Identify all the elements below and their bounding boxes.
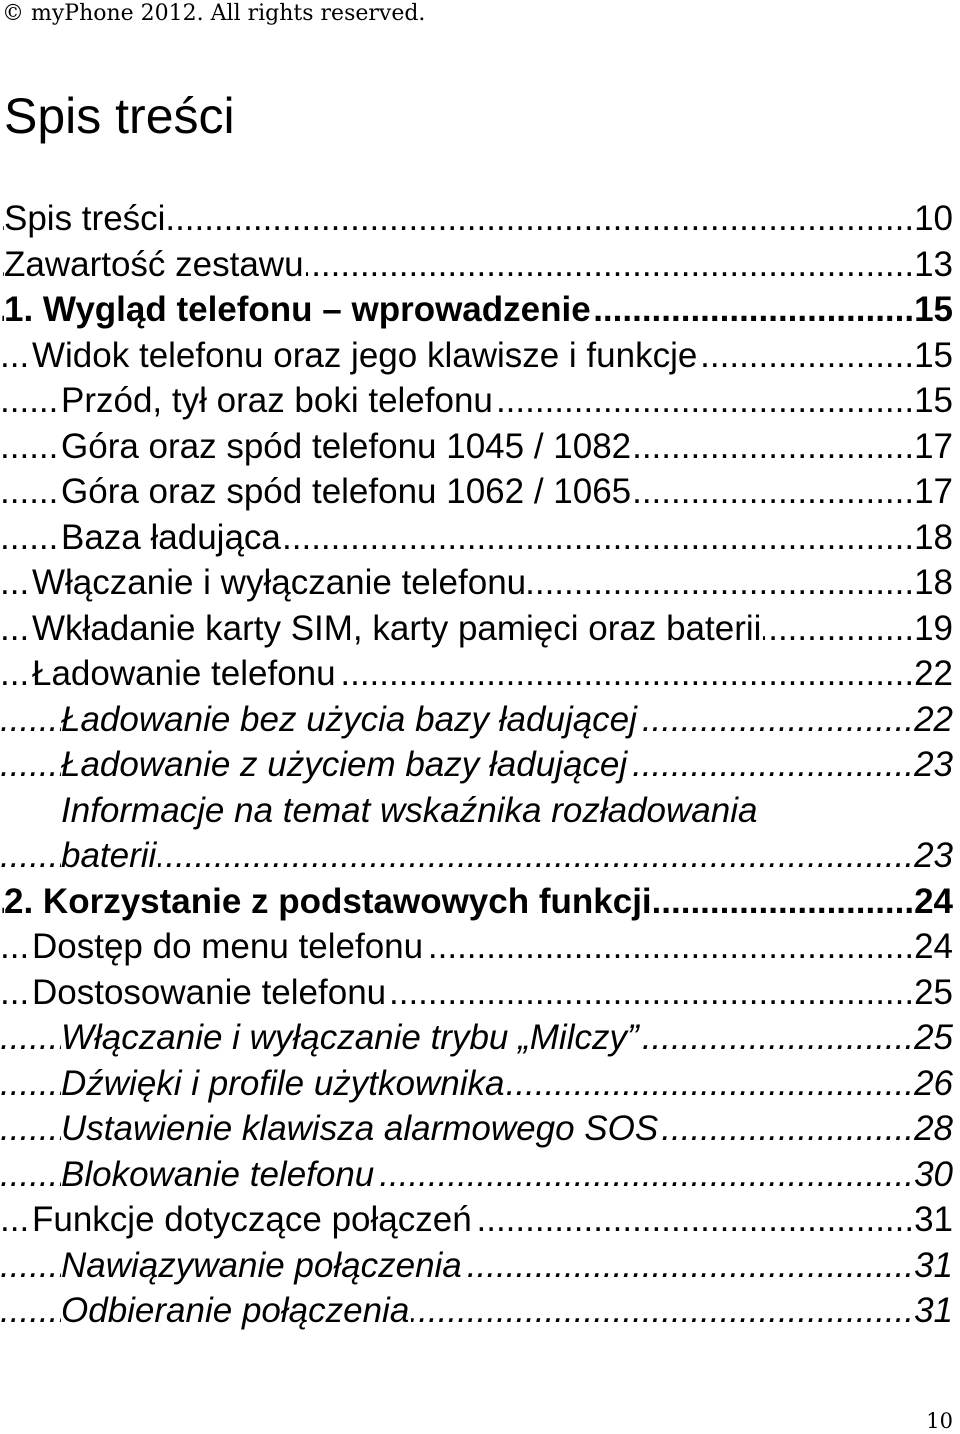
page-title: Spis treści [4, 88, 235, 144]
toc-entry[interactable] [0, 427, 953, 473]
toc-entry-page: 15 [914, 335, 953, 375]
toc-entry-title: Włączanie i wyłączanie trybu „Milczy” [61, 1018, 639, 1057]
toc-entry[interactable] [0, 518, 953, 564]
toc-entry-page: 18 [914, 563, 953, 602]
toc-entry-title: Zawartość zestawu [4, 244, 304, 284]
toc-entry[interactable] [0, 973, 953, 1019]
toc-entry-page: 15 [914, 290, 953, 329]
toc-entry[interactable] [0, 836, 953, 882]
toc-entry-title: Dźwięki i profile użytkownika [61, 1063, 505, 1103]
toc-entry[interactable] [0, 1155, 953, 1201]
toc-entry[interactable] [0, 1109, 953, 1155]
toc-entry[interactable] [0, 472, 953, 518]
toc-entry[interactable] [0, 1018, 953, 1064]
toc-entry-page: 24 [914, 927, 953, 966]
toc-entry-title: Blokowanie telefonu [61, 1154, 375, 1194]
toc-entry-title: Spis treści [4, 199, 166, 238]
page-number: 10 [926, 1409, 953, 1433]
toc-entry-title: Góra oraz spód telefonu 1045 / 1082 [61, 426, 632, 466]
toc-entry-title: Ładowanie telefonu [32, 654, 336, 693]
toc-entry-page: 25 [914, 972, 953, 1012]
toc-entry-title: Ustawienie klawisza alarmowego SOS [61, 1109, 659, 1148]
toc-entry[interactable] [0, 381, 953, 427]
toc-entry[interactable] [0, 199, 953, 245]
toc-entry-title: Ładowanie bez użycia bazy ładującej [61, 699, 637, 739]
toc-entry-title: Góra oraz spód telefonu 1062 / 1065 [61, 472, 632, 511]
toc-entry-title: 2. Korzystanie z podstawowych funkcji [4, 881, 652, 921]
toc-entry[interactable] [0, 1246, 953, 1292]
toc-section-2 [0, 882, 953, 1337]
copyright-notice: © myPhone 2012. All rights reserved. [2, 1, 426, 26]
toc-entry-page: 24 [914, 881, 953, 921]
table-of-contents [0, 199, 953, 1337]
toc-entry[interactable] [0, 700, 953, 746]
toc-entry-page: 19 [914, 608, 953, 648]
toc-entry-page: 26 [914, 1063, 953, 1103]
toc-entry-title: Włączanie i wyłączanie telefonu [32, 563, 527, 602]
toc-entry-page: 22 [914, 699, 953, 739]
toc-entry[interactable] [0, 245, 953, 291]
toc-entry-page: 30 [914, 1154, 953, 1194]
toc-entry-title: Przód, tył oraz boki telefonu [61, 381, 493, 420]
toc-entry-page: 31 [914, 1291, 953, 1330]
toc-entry-title: 1. Wygląd telefonu – wprowadzenie [4, 290, 591, 329]
toc-entry-page: 23 [914, 745, 953, 784]
toc-entry-page: 17 [914, 472, 953, 511]
toc-entry[interactable] [0, 336, 953, 382]
toc-entry-page: 23 [914, 836, 953, 875]
toc-entry[interactable] [0, 927, 953, 973]
toc-section-1 [0, 199, 953, 791]
toc-entry-title: Dostosowanie telefonu [32, 972, 387, 1012]
toc-entry-page: 31 [914, 1200, 953, 1239]
toc-entry-title: Funkcje dotyczące połączeń [32, 1200, 472, 1239]
toc-entry-page: 15 [914, 381, 953, 420]
toc-entry[interactable] [0, 745, 953, 791]
toc-entry[interactable] [0, 1064, 953, 1110]
toc-entry[interactable] [0, 1200, 953, 1246]
toc-entry[interactable] [0, 563, 953, 609]
toc-entry-title: Dostęp do menu telefonu [32, 927, 424, 966]
toc-entry[interactable] [0, 654, 953, 700]
toc-entry-title: Widok telefonu oraz jego klawisze i funkcje [32, 335, 698, 375]
toc-entry-title: Odbieranie połączenia [61, 1291, 410, 1330]
toc-entry-page: 17 [914, 426, 953, 466]
toc-entry-title: Baza ładująca [61, 517, 281, 557]
toc-entry[interactable] [0, 1291, 953, 1337]
toc-entry-page: 31 [914, 1245, 953, 1285]
toc-entry-title: Nawiązywanie połączenia [61, 1245, 462, 1285]
toc-entry-page: 18 [914, 517, 953, 557]
toc-entry[interactable] [0, 882, 953, 928]
toc-entry-title: Wkładanie karty SIM, karty pamięci oraz baterii [32, 608, 762, 648]
toc-entry-page: 13 [914, 244, 953, 284]
toc-entry-page: 28 [914, 1109, 953, 1148]
toc-entry[interactable] [0, 290, 953, 336]
toc-entry-page: 10 [914, 199, 953, 238]
toc-entry-page: 25 [914, 1018, 953, 1057]
toc-entry[interactable] [0, 609, 953, 655]
toc-entry-title: baterii [61, 836, 157, 875]
toc-entry-wrap-line: Informacje na temat wskaźnika rozładowania [61, 790, 758, 830]
toc-entry-title: Ładowanie z użyciem bazy ładującej [61, 745, 628, 784]
toc-entry-page: 22 [914, 654, 953, 693]
